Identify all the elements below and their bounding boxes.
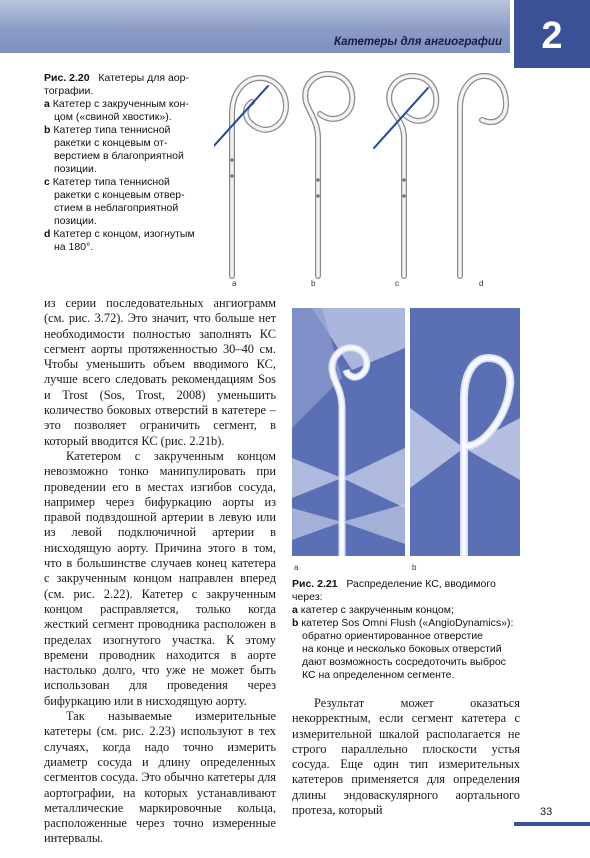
panel-label-a: a bbox=[294, 563, 299, 572]
caption-item-line: верстием в благоприятной bbox=[54, 150, 184, 162]
left-body-column bbox=[44, 296, 276, 847]
caption-items bbox=[292, 604, 532, 682]
caption-item-letter: b bbox=[292, 617, 299, 629]
caption-item-line: d Катетер с концом, изогнутым bbox=[44, 228, 195, 240]
caption-item-letter: b bbox=[44, 124, 51, 136]
caption-item-line: позиции. bbox=[54, 215, 97, 227]
figure-2-21-contrast-distribution bbox=[292, 308, 522, 576]
caption-item-line: ракетки с концевым отвер- bbox=[54, 189, 185, 201]
caption-item-line: ракетки с концевым от- bbox=[54, 137, 168, 149]
figure-2-20-catheters bbox=[214, 68, 514, 290]
caption-item-line: цом («свиной хвостик»). bbox=[54, 111, 172, 123]
caption-items bbox=[44, 98, 212, 254]
caption-item-letter: a bbox=[292, 604, 298, 616]
caption-item-line: позиции. bbox=[54, 163, 97, 175]
panel-label-b: b bbox=[311, 279, 316, 288]
catheter-a bbox=[214, 78, 286, 276]
catheter-b bbox=[305, 74, 352, 276]
page-number: 33 bbox=[540, 806, 553, 818]
panel-label-d: d bbox=[479, 279, 484, 288]
caption-item-line: КС на определенном сегменте. bbox=[302, 669, 455, 681]
caption-item-line: a Катетер с закрученным кон- bbox=[44, 98, 189, 110]
section-title: Катетеры для ангиографии bbox=[334, 36, 502, 48]
paragraph-3: Так называемые измерительные катетеры (см. рис. 2.23) используют в тех случаях, когда надо точно измерить диаметр сосуда и длину определенных сегментов сосуда. Это обычно катетеры для аортографии, на которых устанавливают металлические маркировочные кольца, расположенные через точно измеренные интервалы. bbox=[44, 709, 276, 846]
paragraph-1: из серии последовательных ангиограмм (см. рис. 3.72). Это значит, что больше нет необходимости полностью заполнять КС сегмент аорты протяженностью 30–40 см. Чтобы уменьшить объем вводимого КС, лучше всего следовать рекомендациям Sos и Trost (Sos, Trost, 2008) уменьшить количество боковых отверстий в катетере – это позволяет ограничить сегмент, в который вводится КС (рис. 2.21b). bbox=[44, 296, 276, 448]
figure-2-21-caption bbox=[292, 578, 532, 682]
chapter-number-tab: 2 bbox=[514, 0, 590, 68]
panel-a bbox=[292, 308, 405, 572]
caption-item-line: a катетер с закрученным концом; bbox=[292, 604, 454, 616]
figure-label: Рис. 2.20 bbox=[44, 72, 90, 84]
paragraph-2: Катетером с закрученным концом невозможно тонко манипулировать при проведении его в местах изгибов сосуда, например через бифуркацию аорты из правой подвздошной артерии в левую или из левой подключичной артерии в нисходящую аорту. Причина этого в том, что в большинстве случаев конец катетера с закрученным концом направлен вперед (см. рис. 2.22). Катетер с закрученным концом расправляется, только когда жесткий сегмент проводника расположен в пределах изогнутого участка. К этому времени проводник находится в аорте настолько долго, что уже не может быть использован для проведения через бифуркацию или в нисходящую аорту. bbox=[44, 448, 276, 708]
panel-label-b: b bbox=[412, 563, 417, 572]
caption-title: Катетеры для аор- bbox=[98, 72, 189, 84]
caption-item-line: дают возможность сосредоточить выброс bbox=[302, 656, 506, 668]
caption-item-line: на конце и несколько боковых отверстий bbox=[302, 643, 502, 655]
caption-title-cont: через: bbox=[292, 591, 323, 603]
paragraph-right-1: Результат может оказаться некорректным, если сегмент катетера с измерительной шкалой располагается не строго параллельно плоскости устья сосуда. Еще один тип измерительных катетеров применяется для определения длины эндоваскулярного аортального протеза, который bbox=[292, 696, 520, 818]
caption-item-line: обратно ориентированное отверстие bbox=[302, 630, 484, 642]
catheter-d bbox=[460, 76, 506, 276]
caption-title-cont: тографии. bbox=[44, 85, 94, 97]
right-body-column bbox=[292, 696, 520, 818]
caption-item-letter: c bbox=[44, 176, 50, 188]
caption-item-line: на 180°. bbox=[54, 241, 94, 253]
page-number-bar bbox=[514, 822, 590, 826]
figure-2-20-caption bbox=[44, 72, 212, 254]
catheter-c bbox=[374, 76, 436, 276]
panel-b bbox=[410, 308, 520, 572]
caption-item-letter: d bbox=[44, 228, 51, 240]
panel-label-a: a bbox=[232, 279, 237, 288]
caption-item-line: стием в неблагоприятной bbox=[54, 202, 179, 214]
panel-label-c: c bbox=[395, 279, 399, 288]
header-band bbox=[0, 0, 510, 53]
caption-item-letter: a bbox=[44, 98, 50, 110]
figure-label: Рис. 2.21 bbox=[292, 578, 338, 590]
caption-item-line: b Катетер типа теннисной bbox=[44, 124, 171, 136]
caption-item-line: c Катетер типа теннисной bbox=[44, 176, 170, 188]
caption-item-line: b катетер Sos Omni Flush («AngioDynamics»): bbox=[292, 617, 514, 629]
caption-title: Распределение КС, вводимого bbox=[346, 578, 496, 590]
